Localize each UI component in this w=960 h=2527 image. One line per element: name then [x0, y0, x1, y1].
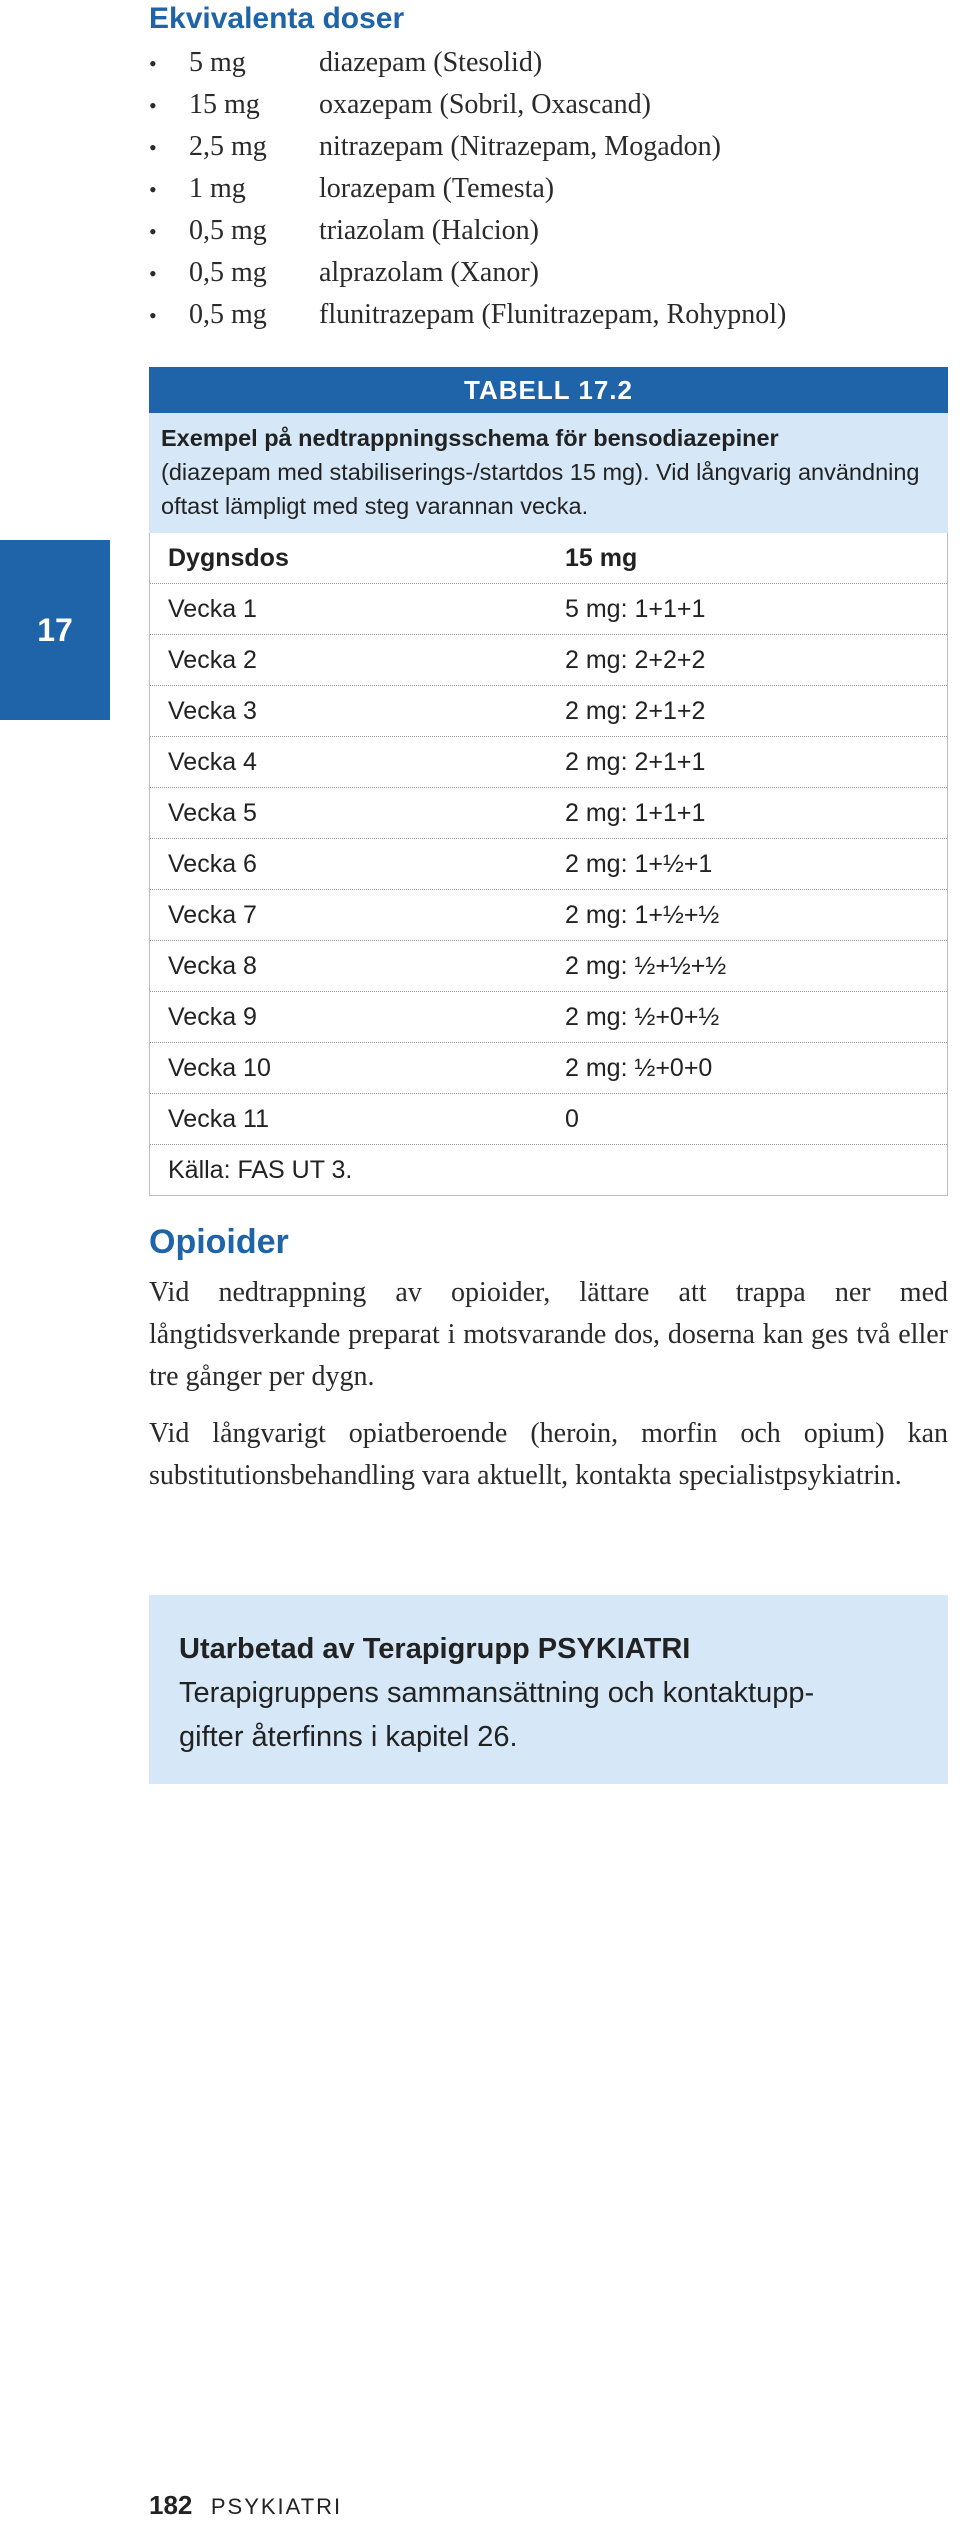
drug: diazepam (Stesolid): [319, 47, 543, 78]
info-box-title: Utarbetad av Terapigrupp PSYKIATRI: [179, 1633, 691, 1665]
dose: 0,5 mg: [189, 299, 267, 330]
drug: triazolam (Halcion): [319, 215, 540, 246]
chapter-tab: 17: [0, 540, 110, 720]
dose-cell: 5 mg: 1+1+1: [565, 594, 706, 623]
drug: flunitrazepam (Flunitrazepam, Rohypnol): [319, 299, 787, 330]
bullet-icon: •: [149, 303, 157, 328]
table-row: [150, 1043, 947, 1094]
table-row: [150, 839, 947, 890]
table-row: [150, 941, 947, 992]
dose: 0,5 mg: [189, 215, 267, 246]
week-cell: Vecka 11: [168, 1104, 270, 1133]
taper-schedule-table: [149, 367, 948, 1196]
dose-cell: 2 mg: 1+½+1: [565, 849, 713, 878]
table-caption-text: (diazepam med stabiliserings-/startdos 15 mg). Vid långvarig användning oftast lämpligt med steg varannan vecka.: [161, 459, 920, 519]
bullet-icon: •: [149, 93, 157, 118]
week-cell: Vecka 8: [168, 951, 257, 980]
page-number: 182: [149, 2490, 193, 2520]
table-row: [150, 635, 947, 686]
table-row: [150, 992, 947, 1043]
info-box: [149, 1595, 948, 1784]
table-source: Källa: FAS UT 3.: [168, 1155, 353, 1184]
table-row: [150, 890, 947, 941]
table-source-row: [150, 1145, 947, 1196]
header-cell: 15 mg: [565, 543, 638, 572]
dose-cell: 2 mg: 1+1+1: [565, 798, 706, 827]
list-item: [149, 126, 786, 168]
list-item: [149, 252, 786, 294]
header-cell: Dygnsdos: [168, 543, 289, 572]
list-item: [149, 294, 786, 336]
dose-cell: 2 mg: 2+1+1: [565, 747, 706, 776]
bullet-icon: •: [149, 219, 157, 244]
dose: 2,5 mg: [189, 131, 267, 162]
equivalent-doses-heading: Ekvivalenta doser: [149, 2, 405, 35]
table-row: [150, 788, 947, 839]
dose: 15 mg: [189, 89, 260, 120]
list-item: [149, 84, 786, 126]
info-box-line-2: gifter återfinns i kapitel 26.: [179, 1721, 518, 1753]
bullet-icon: •: [149, 261, 157, 286]
dose: 0,5 mg: [189, 257, 267, 288]
bullet-icon: •: [149, 177, 157, 202]
opioider-paragraph-1: Vid nedtrappning av opioider, lättare att trappa ner med långtidsverkande preparat i motsvarande dos, doserna kan ges två eller tre gånger per dygn.: [149, 1277, 948, 1392]
drug: nitrazepam (Nitrazepam, Mogadon): [319, 131, 721, 162]
table-caption-title: Exempel på nedtrappningsschema för bensodiazepiner: [161, 425, 779, 451]
table-header-row: [150, 533, 947, 584]
week-cell: Vecka 1: [168, 594, 257, 623]
table-row: [150, 584, 947, 635]
week-cell: Vecka 9: [168, 1002, 257, 1031]
dose-cell: 2 mg: 2+2+2: [565, 645, 706, 674]
table-body: [149, 533, 948, 1196]
table-row: [150, 686, 947, 737]
opioider-heading: Opioider: [149, 1223, 289, 1261]
page-footer: [149, 2490, 342, 2521]
week-cell: Vecka 2: [168, 645, 257, 674]
week-cell: Vecka 4: [168, 747, 257, 776]
table-row: [150, 1094, 947, 1145]
week-cell: Vecka 10: [168, 1053, 271, 1082]
dose-cell: 2 mg: 2+1+2: [565, 696, 706, 725]
bullet-icon: •: [149, 135, 157, 160]
drug: alprazolam (Xanor): [319, 257, 539, 288]
dose-cell: 0: [565, 1104, 579, 1133]
list-item: [149, 42, 786, 84]
week-cell: Vecka 5: [168, 798, 257, 827]
table-row: [150, 737, 947, 788]
bullet-icon: •: [149, 51, 157, 76]
dose: 5 mg: [189, 47, 246, 78]
drug: oxazepam (Sobril, Oxascand): [319, 89, 651, 120]
dose-cell: 2 mg: ½+0+½: [565, 1002, 720, 1031]
info-box-line-1: Terapigruppens sammansättning och kontaktupp-: [179, 1677, 815, 1709]
drug: lorazepam (Temesta): [319, 173, 555, 204]
table-label: TABELL 17.2: [149, 367, 948, 413]
table-caption: [149, 413, 948, 533]
week-cell: Vecka 3: [168, 696, 257, 725]
dose-cell: 2 mg: 1+½+½: [565, 900, 720, 929]
equivalent-doses-list: [149, 42, 786, 336]
list-item: [149, 168, 786, 210]
running-title: PSYKIATRI: [210, 2494, 343, 2519]
week-cell: Vecka 6: [168, 849, 257, 878]
dose: 1 mg: [189, 173, 246, 204]
dose-cell: 2 mg: ½+0+0: [565, 1053, 713, 1082]
opioider-paragraph-2: Vid långvarigt opiatberoende (heroin, morfin och opium) kan substitutionsbehandling vara aktuellt, kontakta specialistpsykiatrin.: [149, 1418, 948, 1491]
list-item: [149, 210, 786, 252]
dose-cell: 2 mg: ½+½+½: [565, 951, 727, 980]
week-cell: Vecka 7: [168, 900, 257, 929]
